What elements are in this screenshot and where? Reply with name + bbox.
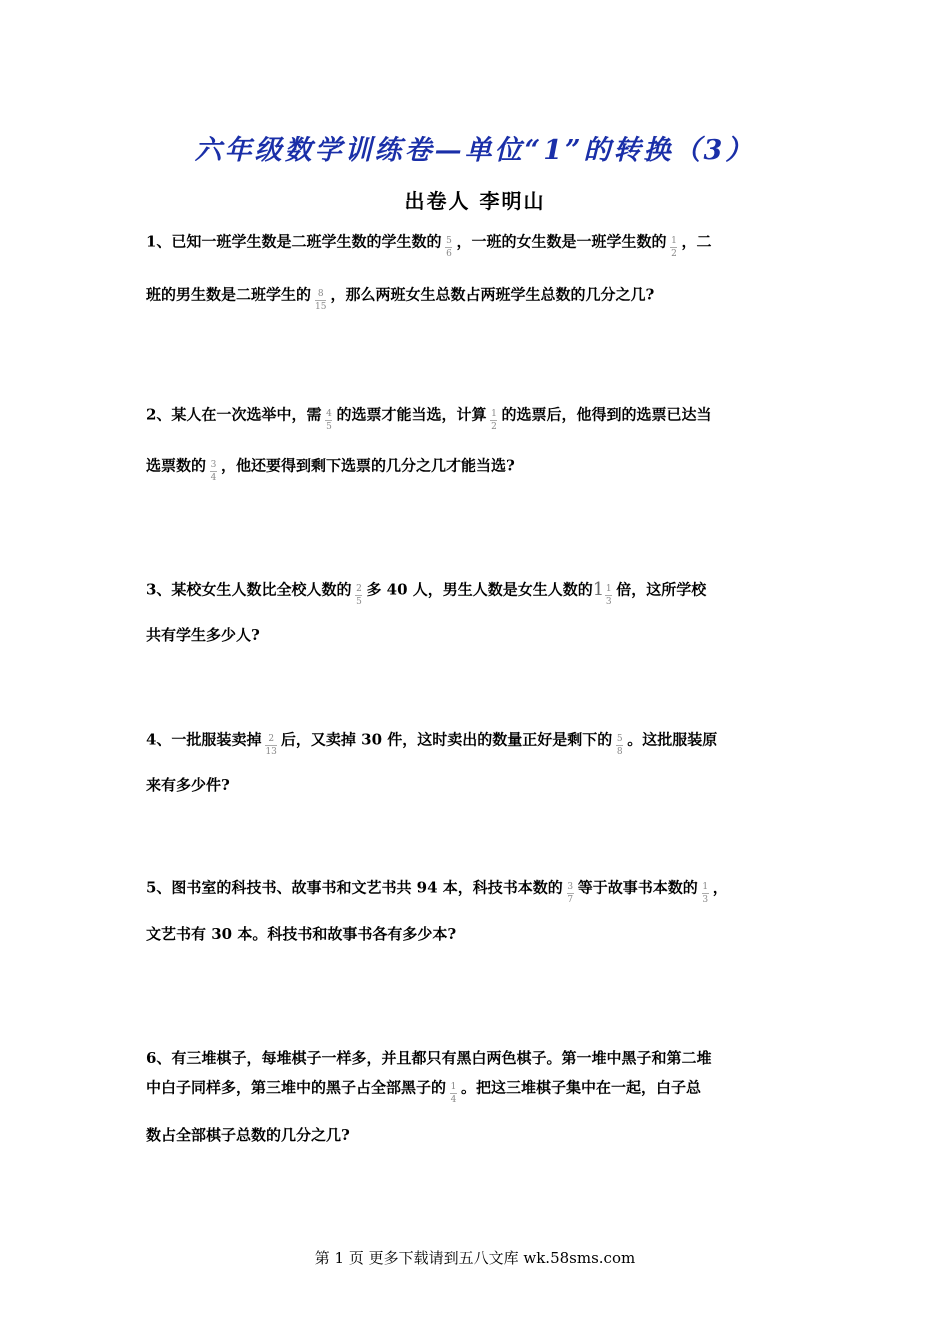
- fraction: $\frac{5}{6}$: [446, 236, 452, 259]
- question-6-line-2: [146, 1076, 702, 1105]
- q3-text-c: 倍，这所学校: [616, 580, 707, 599]
- q5-text-d: 文艺书有 30 本。科技书和故事书各有多少本?: [146, 925, 457, 943]
- q4-text-b: 后，又卖掉 30 件，这时卖出的数量正好是剩下的: [280, 730, 613, 749]
- q6-text-d: 数占全部棋子总数的几分之几?: [146, 1126, 350, 1144]
- question-6-line-3: [146, 1124, 350, 1145]
- q3-text-a: 3、某校女生人数比全校人数的: [146, 580, 352, 599]
- fraction: $\frac{1}{3}$: [702, 882, 709, 905]
- fraction: $\frac{8}{15}$: [315, 289, 327, 312]
- fraction: $\frac{1}{2}$: [671, 236, 677, 259]
- question-4-line-1: [146, 728, 718, 757]
- question-6-line-1: [146, 1047, 711, 1068]
- q6-text-c: 。把这三堆棋子集中在一起，白子总: [461, 1078, 702, 1097]
- fraction: $\frac{1}{4}$: [450, 1082, 457, 1105]
- page-title: 六年级数学训练卷—单位“1”的转换（3）: [194, 135, 756, 166]
- mixed-number: 1 $\frac{1}{3}$: [592, 578, 612, 607]
- question-5-line-2: [146, 923, 456, 944]
- q4-text-c: 。这批服装原: [627, 730, 718, 749]
- q1-text-b: ，一班的女生数是一班学生数的: [456, 232, 667, 251]
- q6-text-a: 6、有三堆棋子，每堆棋子一样多，并且都只有黑白两色棋子。第一堆中黑子和第二堆: [146, 1049, 712, 1067]
- question-1-line-1: [146, 230, 712, 259]
- q6-text-b: 中白子同样多，第三堆中的黑子占全部黑子的: [146, 1078, 447, 1097]
- question-2-line-2: [146, 454, 515, 483]
- fraction: $\frac{2}{13}$: [265, 734, 277, 757]
- fraction: $\frac{3}{4}$: [210, 460, 217, 483]
- q1-text-a: 1、已知一班学生数是二班学生数的学生数的: [146, 232, 442, 251]
- question-3-line-2: [146, 624, 260, 645]
- fraction: $\frac{2}{5}$: [356, 584, 362, 607]
- author-line: 出卷人 李明山: [404, 189, 546, 213]
- q3-text-d: 共有学生多少人?: [146, 626, 260, 644]
- q1-text-d: 班的男生数是二班学生的: [146, 285, 312, 304]
- question-3-line-1: [146, 578, 707, 607]
- fraction: $\frac{3}{7}$: [567, 882, 574, 905]
- q4-text-d: 来有多少件?: [146, 776, 230, 794]
- q4-text-a: 4、一批服装卖掉: [146, 730, 262, 749]
- page-footer: 第 1 页 更多下载请到五八文库 wk.58sms.com: [314, 1249, 636, 1267]
- q2-text-e: ，他还要得到剩下选票的几分之几才能当选?: [221, 456, 515, 475]
- q5-text-a: 5、图书室的科技书、故事书和文艺书共 94 本，科技书本数的: [146, 878, 563, 897]
- q5-text-c: ，: [712, 878, 728, 897]
- fraction: $\frac{1}{2}$: [491, 409, 497, 432]
- q1-text-c: ，二: [681, 232, 712, 251]
- question-2-line-1: [146, 403, 712, 432]
- question-4-line-2: [146, 774, 230, 795]
- question-5-line-1: [146, 876, 728, 905]
- fraction: $\frac{5}{8}$: [616, 734, 623, 757]
- q2-text-b: 的选票才能当选，计算: [336, 405, 487, 424]
- fraction: $\frac{4}{5}$: [326, 409, 332, 432]
- q1-text-e: ，那么两班女生总数占两班学生总数的几分之几?: [330, 285, 655, 304]
- q2-text-c: 的选票后，他得到的选票已达当: [501, 405, 712, 424]
- q2-text-a: 2、某人在一次选举中，需: [146, 405, 322, 424]
- q2-text-d: 选票数的: [146, 456, 207, 475]
- question-1-line-2: [146, 283, 655, 312]
- q5-text-b: 等于故事书本数的: [577, 878, 698, 897]
- q3-text-b: 多 40 人，男生人数是女生人数的: [366, 580, 593, 599]
